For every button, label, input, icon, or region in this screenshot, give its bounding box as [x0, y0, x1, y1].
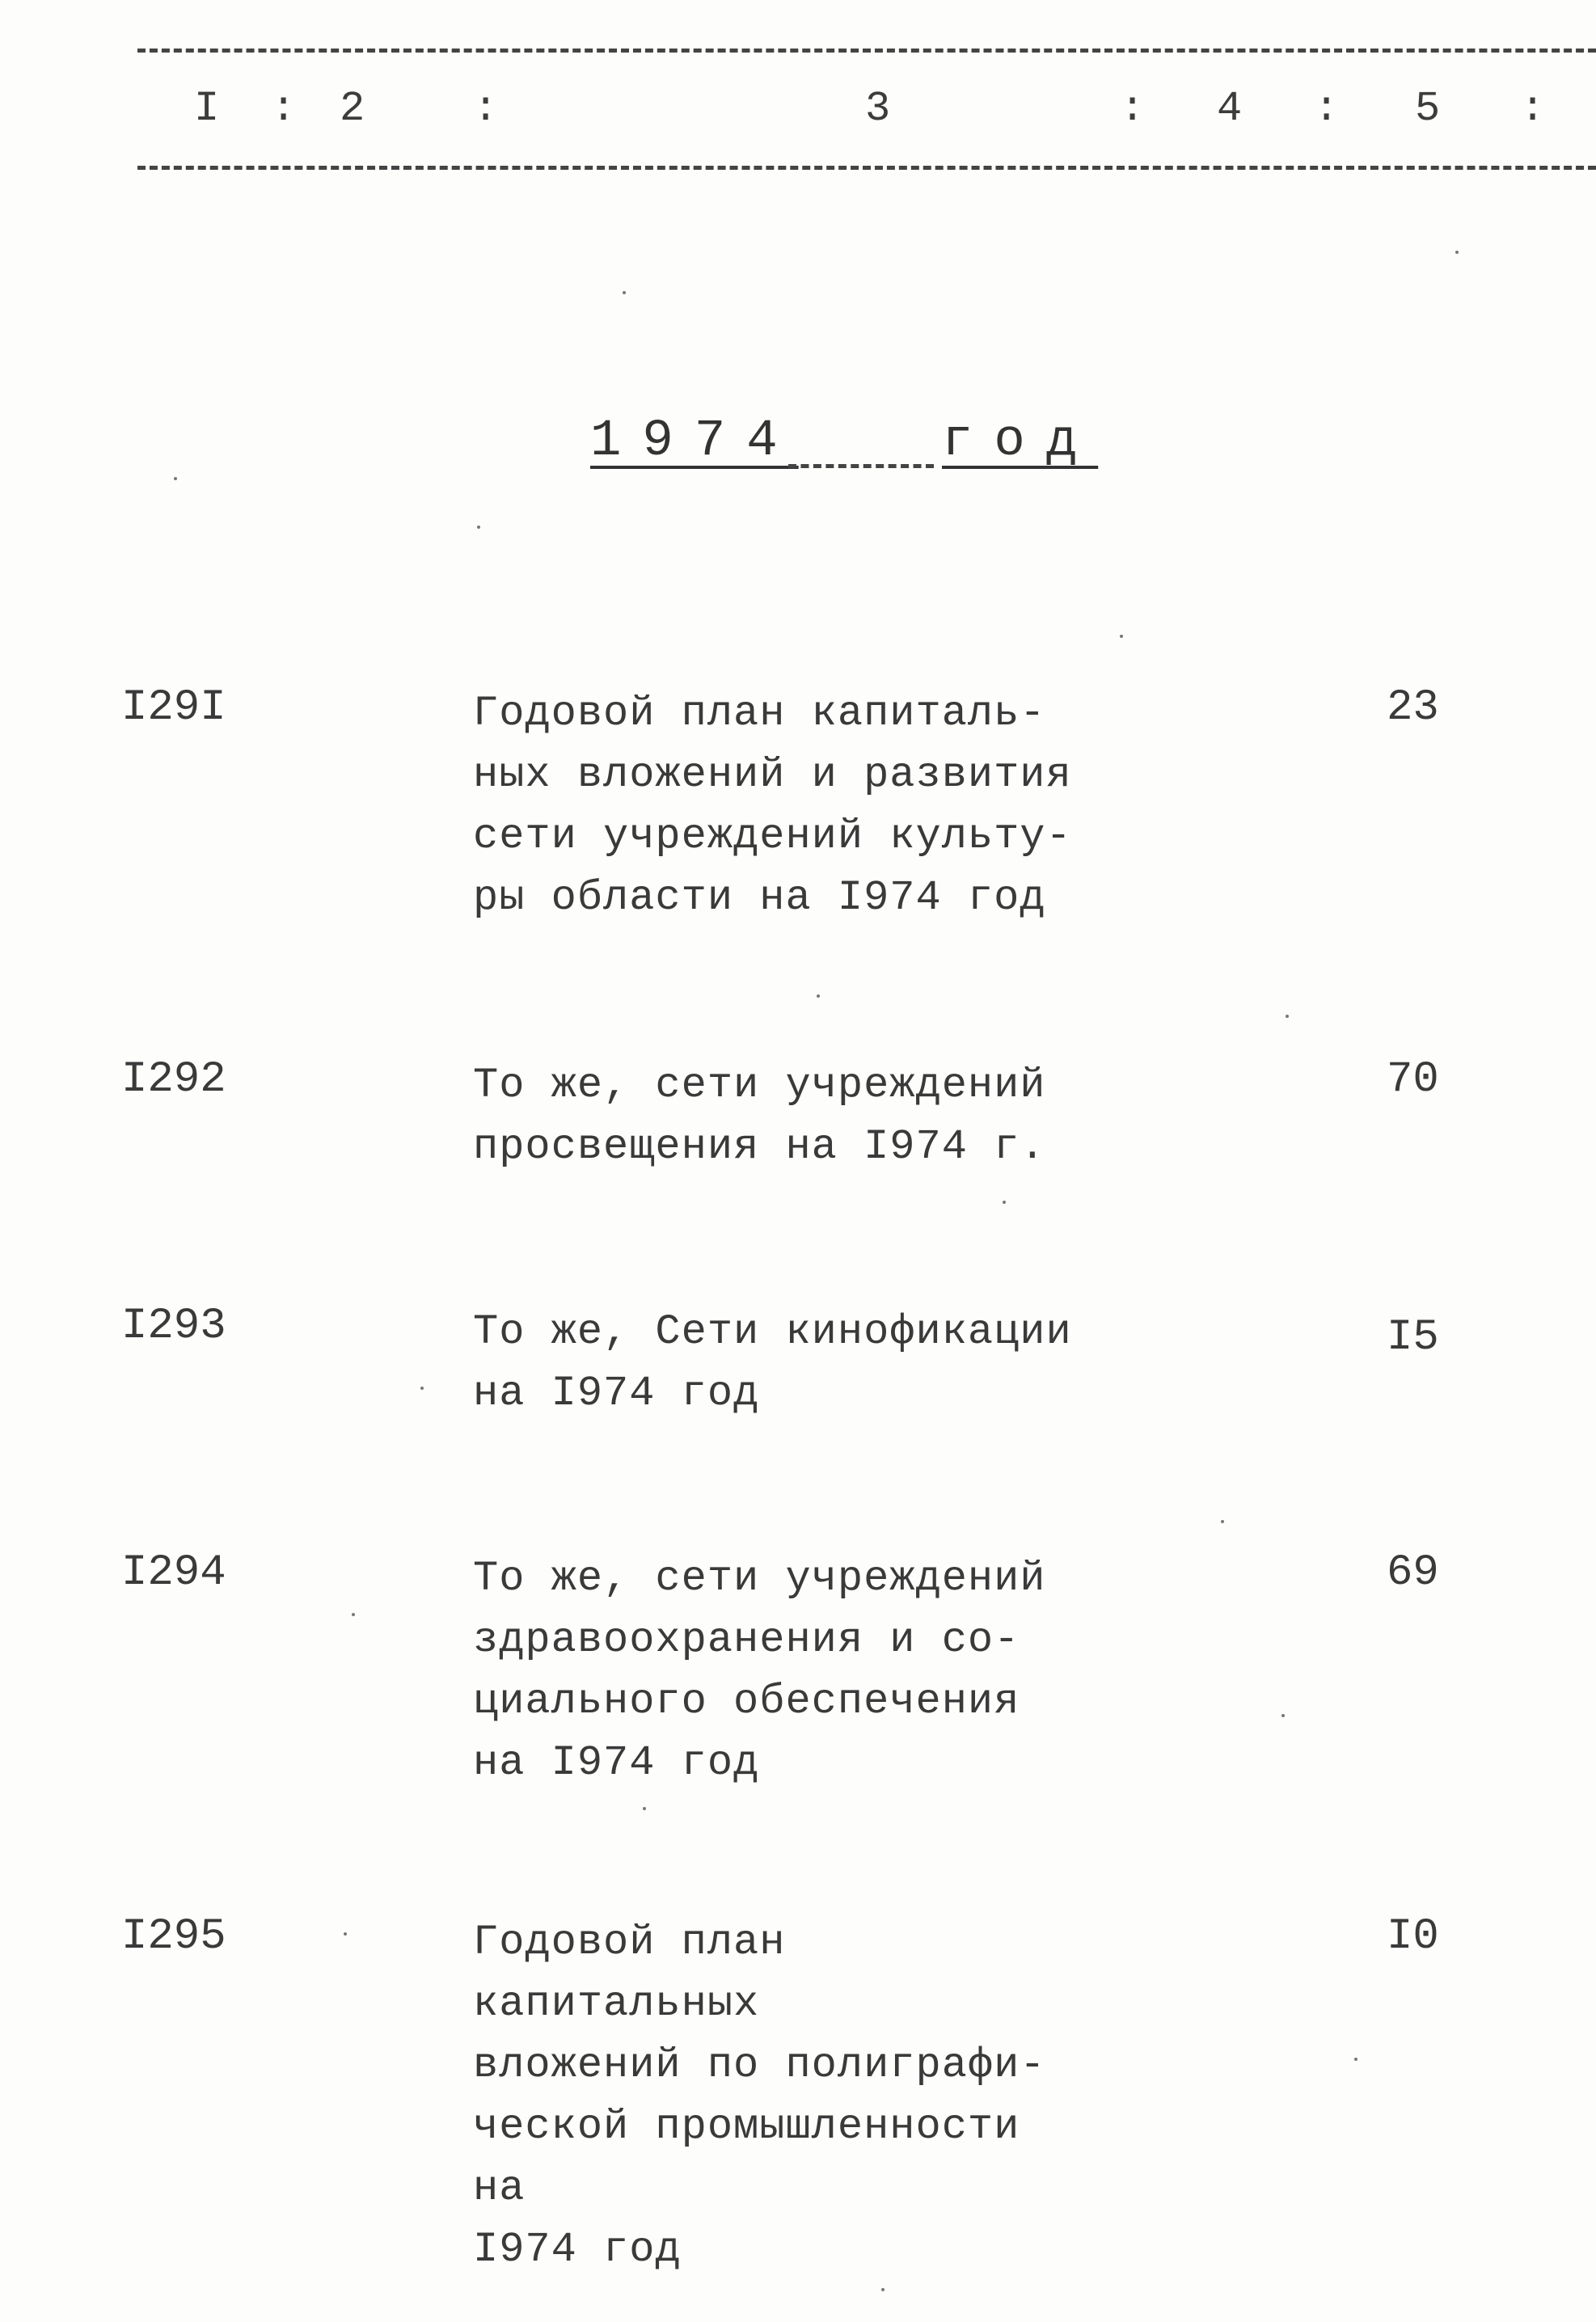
column-separator: :: [1314, 85, 1340, 133]
scan-speck: [623, 291, 626, 294]
entry-description: Годовой план капитальных вложений по полиграфи- ческой промышленности на I974 год: [473, 1919, 1046, 2273]
entry-description: То же, сети учреждений просвещения на I974 г.: [473, 1062, 1046, 1171]
entry-description: То же, Сети кинофикации на I974 год: [473, 1308, 1072, 1417]
scan-speck: [1003, 1201, 1006, 1204]
entry-sheet-count: 70: [1387, 1055, 1439, 1104]
scan-speck: [352, 1613, 355, 1616]
title-dash-rule: [788, 464, 934, 468]
scan-speck: [420, 1387, 424, 1390]
scan-speck: [1281, 1714, 1285, 1717]
entry-description: То же, сети учреждений здравоохранения и со- циального обеспечения на I974 год: [473, 1555, 1046, 1787]
entry-sheet-count: 69: [1387, 1548, 1439, 1598]
entry-number: I29I: [121, 683, 226, 732]
column-header-2: 2: [340, 85, 365, 133]
scan-speck: [1221, 1520, 1224, 1523]
entry-sheet-count: I0: [1387, 1912, 1439, 1961]
scan-speck: [344, 1932, 347, 1936]
column-separator: :: [473, 85, 499, 133]
entry-number: I292: [121, 1055, 226, 1104]
scan-speck: [1354, 2058, 1357, 2061]
section-year: 1974: [590, 412, 799, 471]
column-separator: :: [1520, 85, 1546, 133]
entry-number: I295: [121, 1912, 226, 1961]
entry-number: I293: [121, 1302, 226, 1351]
column-header-4: 4: [1217, 85, 1243, 133]
column-header-1: I: [194, 85, 220, 133]
scan-speck: [817, 994, 820, 998]
column-header-5: 5: [1415, 85, 1441, 133]
scan-speck: [477, 526, 480, 529]
scan-speck: [643, 1807, 646, 1810]
scan-speck: [1455, 251, 1459, 254]
entry-number: I294: [121, 1548, 226, 1598]
column-header-row: [0, 85, 1596, 150]
section-title: [0, 412, 1596, 493]
scan-speck: [1120, 635, 1123, 638]
header-bottom-rule: [137, 166, 1596, 170]
entry-sheet-count: I5: [1387, 1313, 1439, 1362]
entry-sheet-count: 23: [1387, 683, 1439, 732]
column-separator: :: [271, 85, 297, 133]
header-top-rule: [137, 49, 1596, 53]
entry-description: Годовой план капиталь- ных вложений и развития сети учреждений культу- ры области на I974 год: [473, 690, 1072, 922]
scan-speck: [881, 2288, 885, 2291]
column-header-3: 3: [865, 85, 891, 133]
column-separator: :: [1120, 85, 1146, 133]
scan-speck: [174, 477, 177, 480]
scan-speck: [1286, 1015, 1289, 1018]
section-word: год: [942, 412, 1099, 471]
